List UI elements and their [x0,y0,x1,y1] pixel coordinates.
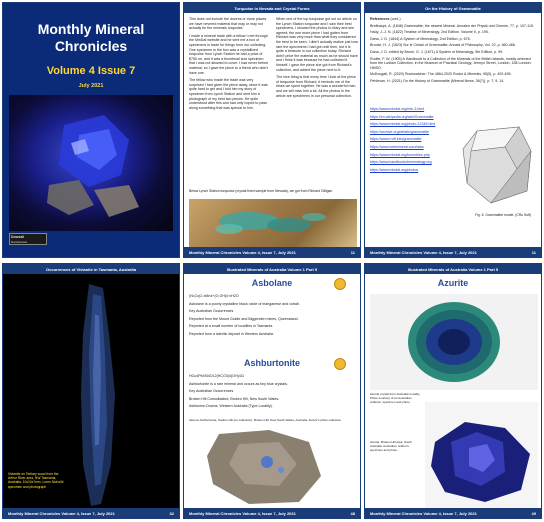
azurite-nodule-image [370,294,538,390]
turquoise-specimen-photo [189,199,357,247]
reference-link[interactable]: https://www.webmineral.com/data [370,144,424,149]
asbolane-description [189,294,357,358]
cover-issue: Volume 4 Issue 7 [46,65,136,77]
turquoise-crystals-image [189,199,357,247]
chemical-formula: (Ni,Co)2-xMn4+(O,OH)4·nH2O [189,294,239,298]
reference-link[interactable]: https://www.mindat.org/photos [370,167,419,172]
reference-item: Dana, J. D. (1844) A System of Mineralogy, 2nd Edition, p. 676. [370,36,471,41]
page-footer [3,508,179,518]
mineral-name-azurite: Azurite [437,278,469,288]
mineral-icon [334,358,346,370]
article-column-right [276,17,358,187]
cover-photo-lazurite [9,95,173,231]
reference-link[interactable]: https://www.handbookofmineralogy.org [370,160,432,165]
reference-link[interactable]: https://www.rruff.info/grammatite [370,137,422,142]
page-footer [184,508,360,518]
page-header: On the History of Grammatite [365,3,541,13]
page-number: 49 [531,510,536,516]
reference-link[interactable]: https://www.mindat.org/locentries.php [370,152,430,157]
photo-caption-2: Azurite. Broken Hill area, South Australia. Australian. Author's specimen and photo. [370,440,412,453]
page-header: Illustrated Minerals of Australia Volume 1 Part 5 [365,264,541,274]
occurrence-item: Broken Hill Consolidated, Broken Hill, New South Wales. [189,396,280,401]
publisher-logo [9,233,47,245]
crystal-model-icon [457,121,537,211]
reference-item: Haüy, J.-J. N. (1822) Treatise of Mineralogy, 2nd Edition. Volume II, p. 195. [370,30,489,35]
reference-item: Pehlevan, H. (2021) On the History of Grammatite (Mineral News, 36(7)), p. 7, 9, 14. [370,78,505,83]
cover-title: Monthly Mineral Chronicles [37,21,145,54]
photo-caption: Vivianite on Tertiary wood from the Arthur River area, NW Tasmania, Australia. 10x10x7mm. Loren Nicholls' specimen and photograph [8,472,64,489]
page-number: 11 [531,249,536,255]
figure-caption: Fig. 5. Grammatite model. (CRu Soft) [475,213,532,217]
logo-line-2: Gemstones [11,240,28,244]
paragraph: The fellow who made the trade was very surprised I had given the piece away, since it was quite hard to get and I told him my story of specimen from Lynch Station and sent him a photograph of my best two pieces. He quite understood after this and had only hoped to pass along something that was special to him. [189,78,268,110]
mineral-icon [334,278,346,290]
description: Ashburtonite is a rare mineral and occurs as tiny blue crystals. [189,381,288,386]
occurrence-item: Reported from a lateritic deposit in Western Australia. [189,331,274,336]
article-page-azurite[interactable] [364,263,542,519]
footer-title: Monthly Mineral Chronicles Volume 4, Issue 7, July 2021 [8,510,115,516]
description: Asbolane is a poorly crystalline black oxide of manganese and cobalt. [189,301,300,306]
page-number: 48 [350,510,355,516]
cover-date: July 2021 [78,83,104,89]
chemical-formula: HCu4Pb4Si4O12(HCO3)4(OH)4Cl [189,374,245,378]
cover-page[interactable] [2,2,180,258]
ashburtonite-specimen-photo [189,424,357,508]
page-header: Turquoise in Nevada and Crystal Forms [184,3,360,13]
photo-caption: Below Lynch Station turquoise (crystal lined sample from Nevada), we got from Richard Gilligan [189,189,333,193]
occurrence-item: Ashburton Downs, Western Australia (Type Locality). [189,404,273,409]
article-page-vivianite[interactable] [2,263,180,519]
article-page-asbolane[interactable] [183,263,361,519]
reference-item: Breithaupt, A. (1848) Grammatite; the newest Mineral. Annalen der Physik und Chemie, 77, p. 107-115. [370,23,534,28]
page-header: Illustrated Minerals of Australia Volume 1 Part 5 [184,264,360,274]
azurite-specimen-photo-2 [425,402,538,508]
footer-title: Monthly Mineral Chronicles Volume 4, Issue 7, July 2021 [189,249,296,255]
paragraph: The nice thing is that every time I look at the piece of turquoise from Richard, it reminds me of the times we spent together. He was a wonderful man and we will miss him a lot. All the photos in the article are specimens in our personal collection. [276,75,356,98]
reference-item: Rudler, F. W. (1905) A Handbook to a Collection of the Minerals of the British Islands, mostly selected from the Ludlam Collection, in the Museum of Practical Geology, Jermyn Street, London, 158 London: HMSO. [370,56,532,70]
footer-title: Monthly Mineral Chronicles Volume 4, Issue 7, July 2021 [370,249,477,255]
reference-link[interactable]: https://www.mindat.org/min-3.html [370,107,425,111]
reference-link[interactable]: https://archive.org/details/grammatite [370,129,429,134]
footer-title: Monthly Mineral Chronicles Volume 4, Issue 7, July 2021 [370,510,477,516]
ashburtonite-description [189,374,357,418]
page-number: 32 [169,510,174,516]
mineral-name-ashburtonite: Ashburtonite [244,358,300,368]
paragraph: When one of the top turquoise got out on article on the Lynch Station turquoise and I saw their best specimens, I showed the photos to Mary and she agreed; the one more piece I had gotten from Richard was very more than what they considered the best to be seen. I didn't actually realize just how rare the specimens I had got until then, but it is quite a treasure in our collection today. Richard didn't price the material as much as he should have and I think it was because he had collected it himself. I gave the piece she got from Richard's collection, and added the piece next to it. [276,17,358,72]
page-number: 11 [350,249,355,255]
references-list [370,17,538,103]
grammatite-crystal-model [457,121,537,211]
article-column-left [189,17,269,187]
occurrence-item: Reported at a small number of localities in Tasmania. [189,324,274,329]
reference-item: Brooke, H. J. (1823) Sur le Cristal of Grammatite. Annals of Philosophy, Vol. 22, p. 460-466. [370,43,516,48]
occurrence-item: Reported from the Mount Goldie and Biggenden mines, Queensland. [189,316,299,321]
paragraph: I made a mineral trade with a fellow I met through the MinDat website and he sent me a box of specimens in trade for things from our collecting. One specimen in the box was a crystallized turquoise from Lynch Station he had a price of $750 on, and it was a thumbnail size specimen that I was not allowed to cover. I had never before material, so I gave the piece to a friend who didn't have one. [189,33,269,75]
reference-item: Dana, J. D. edited by Brush, G. J. (1871) A System of Mineralogy, 5th Edition, p. 99. [370,49,504,54]
references-heading: References (cont.) [370,17,401,21]
page-footer [365,508,541,518]
blue-crystal-cluster-image [9,95,175,231]
reference-links [370,107,448,247]
paragraph: This does not include the dozens or more places we have nevered material that may or may not actually be the minerals turquoise. [189,17,267,31]
azurite-crystals-image [425,402,538,508]
occurrences-heading: Key Australian Occurrences [189,389,234,394]
page-header: Occurrences of Vivianite in Tasmania, Australia [3,264,179,274]
page-footer [184,247,360,257]
reference-item: McDougall, R. (2020) Rockwatcher: The 4864-2020 Rocks & Minerals, 95(5), p. 492-495. [370,72,512,77]
azurite-specimen-photo-1 [370,294,538,390]
mineral-specimen-image [189,424,357,508]
occurrences-heading: Key Australian Occurrences [189,309,234,314]
article-page-turquoise[interactable] [183,2,361,258]
mineral-name-asbolane: Asbolane [251,278,293,288]
page-footer [365,247,541,257]
footer-title: Monthly Mineral Chronicles Volume 4, Issue 7, July 2021 [189,510,296,516]
reference-link[interactable]: https://www.mindat.org/photo-12345.html [370,122,436,127]
photo-caption: Various Ashburtonite, Sauber Hill (ex-collection). Broken Hill, New South Wales, Australia. Author's photo collection [189,418,342,422]
article-page-grammatite[interactable] [364,2,542,258]
logo-line-1: Dowsall [11,235,25,239]
reference-link[interactable]: https://en.wikipedia.org/wiki/Grammatite [370,114,434,119]
photo-caption-1: Azurite crystal from Australian locality. Photo courtesy of an Australian collector, specimen and photo. [370,392,421,405]
